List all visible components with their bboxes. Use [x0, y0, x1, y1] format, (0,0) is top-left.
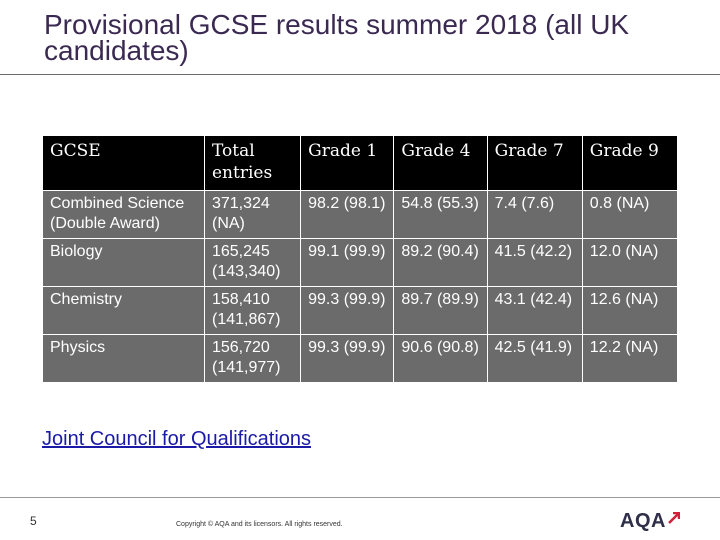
cell-grade-4: 54.8 (55.3)	[394, 191, 487, 239]
table-row	[43, 287, 678, 335]
header-total-entries: Total entries	[204, 136, 300, 191]
header-grade-7: Grade 7	[487, 136, 582, 191]
cell-total-entries: 156,720 (141,977)	[204, 335, 300, 383]
cell-grade-1: 99.1 (99.9)	[301, 239, 394, 287]
aqa-logo	[620, 508, 680, 534]
title-divider	[0, 74, 720, 75]
cell-grade-1: 99.3 (99.9)	[301, 287, 394, 335]
cell-subject: Physics	[43, 335, 205, 383]
cell-total-entries: 371,324 (NA)	[204, 191, 300, 239]
table-header-row	[43, 136, 678, 191]
cell-grade-4: 89.2 (90.4)	[394, 239, 487, 287]
cell-grade-1: 99.3 (99.9)	[301, 335, 394, 383]
table-row	[43, 191, 678, 239]
aqa-logo-text: AQA	[620, 510, 666, 532]
slide-title: Provisional GCSE results summer 2018 (all UK candidates)	[44, 9, 630, 66]
cell-grade-9: 12.6 (NA)	[582, 287, 677, 335]
table-row	[43, 335, 678, 383]
cell-grade-7: 41.5 (42.2)	[487, 239, 582, 287]
cell-grade-7: 42.5 (41.9)	[487, 335, 582, 383]
header-gcse: GCSE	[43, 136, 205, 191]
header-grade-4: Grade 4	[394, 136, 487, 191]
header-grade-9: Grade 9	[582, 136, 677, 191]
cell-grade-9: 12.0 (NA)	[582, 239, 677, 287]
table-row	[43, 239, 678, 287]
results-table	[42, 135, 678, 383]
cell-subject: Combined Science (Double Award)	[43, 191, 205, 239]
cell-total-entries: 165,245 (143,340)	[204, 239, 300, 287]
jcq-source-link[interactable]: Joint Council for Qualifications	[42, 428, 312, 450]
copyright-notice: Copyright © AQA and its licensors. All rights reserved.	[176, 521, 343, 528]
cell-subject: Chemistry	[43, 287, 205, 335]
cell-grade-4: 90.6 (90.8)	[394, 335, 487, 383]
aqa-logo-mark-icon	[668, 512, 680, 524]
cell-grade-4: 89.7 (89.9)	[394, 287, 487, 335]
cell-total-entries: 158,410 (141,867)	[204, 287, 300, 335]
cell-subject: Biology	[43, 239, 205, 287]
cell-grade-7: 7.4 (7.6)	[487, 191, 582, 239]
cell-grade-9: 0.8 (NA)	[582, 191, 677, 239]
header-grade-1: Grade 1	[301, 136, 394, 191]
cell-grade-9: 12.2 (NA)	[582, 335, 677, 383]
footer-divider	[0, 497, 720, 498]
cell-grade-1: 98.2 (98.1)	[301, 191, 394, 239]
cell-grade-7: 43.1 (42.4)	[487, 287, 582, 335]
page-number: 5	[30, 514, 37, 528]
